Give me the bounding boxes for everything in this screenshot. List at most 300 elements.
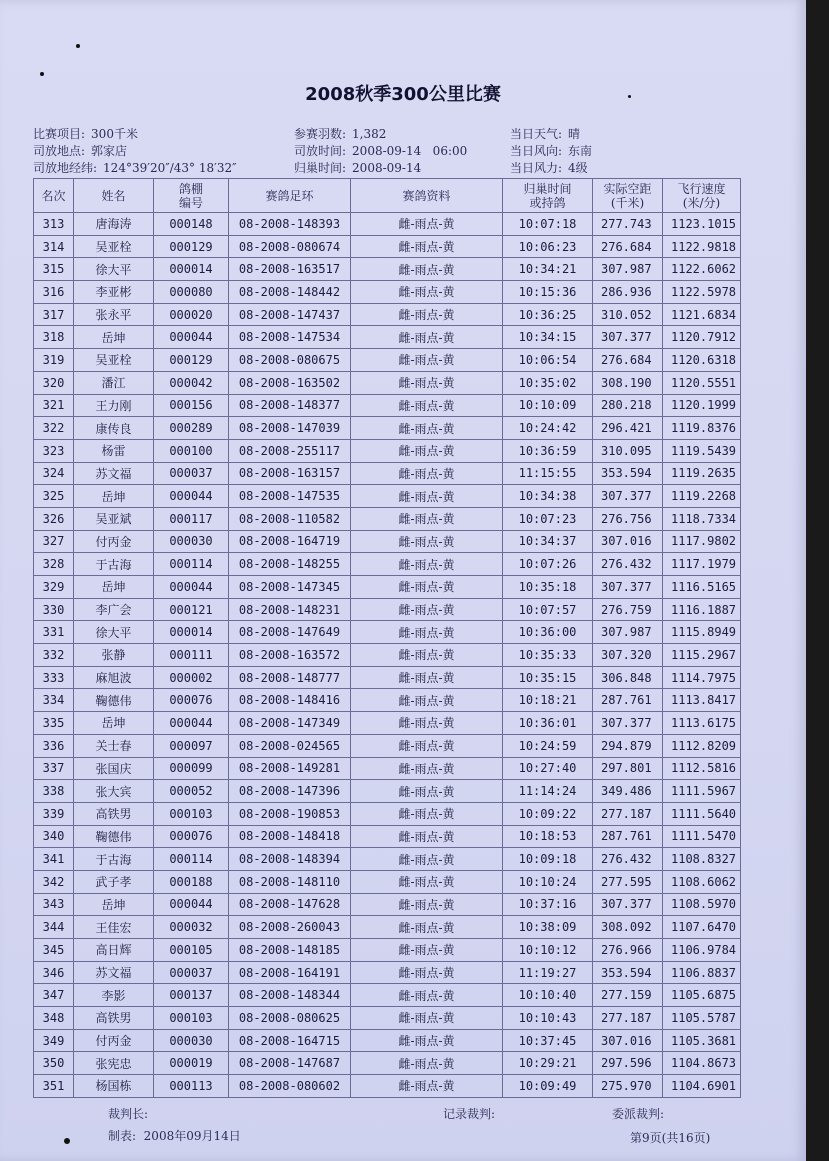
cell-arrival: 10:18:21 — [503, 689, 593, 712]
cell-rank: 335 — [34, 712, 74, 735]
cell-speed: 1122.9818 — [663, 235, 741, 258]
cell-speed: 1119.2635 — [663, 462, 741, 485]
meta-event — [33, 125, 138, 142]
meta-release-time — [294, 142, 467, 159]
cell-rank: 316 — [34, 281, 74, 304]
table-row — [34, 644, 741, 667]
cell-name: 麻旭波 — [74, 666, 154, 689]
table-row — [34, 417, 741, 440]
cell-distance: 280.218 — [593, 394, 663, 417]
cell-arrival: 10:15:36 — [503, 281, 593, 304]
cell-bird-info: 雌-雨点-黄 — [351, 258, 503, 281]
cell-ring: 08-2008-148777 — [229, 666, 351, 689]
cell-distance: 287.761 — [593, 825, 663, 848]
cell-speed: 1106.8837 — [663, 961, 741, 984]
cell-name: 李亚彬 — [74, 281, 154, 304]
cell-speed: 1105.3681 — [663, 1029, 741, 1052]
footer-chief-judge: 裁判长: — [108, 1107, 149, 1121]
cell-distance: 308.092 — [593, 916, 663, 939]
cell-loft-id: 000103 — [154, 1007, 229, 1030]
cell-distance: 307.377 — [593, 326, 663, 349]
cell-loft-id: 000002 — [154, 666, 229, 689]
cell-arrival: 10:36:59 — [503, 439, 593, 462]
cell-rank: 351 — [34, 1075, 74, 1098]
header-loft-id: 鸽棚 编号 — [154, 179, 229, 213]
cell-loft-id: 000032 — [154, 916, 229, 939]
cell-rank: 318 — [34, 326, 74, 349]
cell-rank: 336 — [34, 734, 74, 757]
cell-ring: 08-2008-080675 — [229, 349, 351, 372]
cell-loft-id: 000076 — [154, 825, 229, 848]
cell-distance: 307.016 — [593, 530, 663, 553]
cell-arrival: 10:35:18 — [503, 576, 593, 599]
cell-rank: 323 — [34, 439, 74, 462]
cell-rank: 333 — [34, 666, 74, 689]
cell-ring: 08-2008-148394 — [229, 848, 351, 871]
cell-rank: 328 — [34, 553, 74, 576]
cell-bird-info: 雌-雨点-黄 — [351, 485, 503, 508]
cell-ring: 08-2008-147649 — [229, 621, 351, 644]
cell-rank: 331 — [34, 621, 74, 644]
cell-distance: 275.970 — [593, 1075, 663, 1098]
cell-loft-id: 000052 — [154, 780, 229, 803]
header-bird-info: 赛鸽资料 — [351, 179, 503, 213]
cell-speed: 1116.1887 — [663, 598, 741, 621]
cell-loft-id: 000044 — [154, 485, 229, 508]
table-row — [34, 485, 741, 508]
cell-arrival: 10:37:45 — [503, 1029, 593, 1052]
cell-distance: 276.966 — [593, 939, 663, 962]
cell-loft-id: 000137 — [154, 984, 229, 1007]
cell-loft-id: 000044 — [154, 893, 229, 916]
cell-ring: 08-2008-148110 — [229, 870, 351, 893]
meta-coords-value: 124°39′20″/43° 18′32″ — [103, 161, 237, 175]
table-row — [34, 213, 741, 236]
cell-loft-id: 000111 — [154, 644, 229, 667]
table-row — [34, 1075, 741, 1098]
cell-speed: 1119.8376 — [663, 417, 741, 440]
cell-speed: 1105.5787 — [663, 1007, 741, 1030]
cell-ring: 08-2008-148393 — [229, 213, 351, 236]
cell-name: 李广会 — [74, 598, 154, 621]
table-row — [34, 802, 741, 825]
cell-loft-id: 000014 — [154, 621, 229, 644]
cell-bird-info: 雌-雨点-黄 — [351, 712, 503, 735]
cell-distance: 307.377 — [593, 485, 663, 508]
table-row — [34, 1029, 741, 1052]
table-row — [34, 371, 741, 394]
cell-ring: 08-2008-147349 — [229, 712, 351, 735]
cell-name: 李影 — [74, 984, 154, 1007]
cell-speed: 1108.8327 — [663, 848, 741, 871]
cell-arrival: 10:34:15 — [503, 326, 593, 349]
meta-release-site — [33, 142, 127, 159]
cell-rank: 329 — [34, 576, 74, 599]
cell-name: 张静 — [74, 644, 154, 667]
cell-bird-info: 雌-雨点-黄 — [351, 984, 503, 1007]
cell-bird-info: 雌-雨点-黄 — [351, 213, 503, 236]
cell-distance: 353.594 — [593, 961, 663, 984]
cell-name: 苏文福 — [74, 961, 154, 984]
header-arrival: 归巢时间 或持鸽 — [503, 179, 593, 213]
cell-bird-info: 雌-雨点-黄 — [351, 621, 503, 644]
cell-ring: 08-2008-147534 — [229, 326, 351, 349]
cell-name: 徐大平 — [74, 258, 154, 281]
cell-distance: 276.684 — [593, 235, 663, 258]
cell-name: 岳坤 — [74, 576, 154, 599]
cell-ring: 08-2008-080625 — [229, 1007, 351, 1030]
cell-arrival: 10:36:01 — [503, 712, 593, 735]
cell-bird-info: 雌-雨点-黄 — [351, 825, 503, 848]
cell-speed: 1113.6175 — [663, 712, 741, 735]
cell-speed: 1104.8673 — [663, 1052, 741, 1075]
cell-distance: 277.159 — [593, 984, 663, 1007]
cell-name: 杨雷 — [74, 439, 154, 462]
cell-bird-info: 雌-雨点-黄 — [351, 1052, 503, 1075]
cell-speed: 1108.5970 — [663, 893, 741, 916]
cell-rank: 339 — [34, 802, 74, 825]
cell-rank: 350 — [34, 1052, 74, 1075]
cell-bird-info: 雌-雨点-黄 — [351, 757, 503, 780]
cell-loft-id: 000020 — [154, 303, 229, 326]
cell-name: 付丙金 — [74, 1029, 154, 1052]
cell-ring: 08-2008-148344 — [229, 984, 351, 1007]
cell-ring: 08-2008-190853 — [229, 802, 351, 825]
cell-arrival: 10:34:37 — [503, 530, 593, 553]
cell-loft-id: 000076 — [154, 689, 229, 712]
cell-name: 于古海 — [74, 553, 154, 576]
cell-distance: 286.936 — [593, 281, 663, 304]
cell-rank: 338 — [34, 780, 74, 803]
cell-loft-id: 000014 — [154, 258, 229, 281]
cell-arrival: 10:38:09 — [503, 916, 593, 939]
cell-loft-id: 000114 — [154, 553, 229, 576]
footer-record-judge: 记录裁判: — [443, 1107, 496, 1121]
cell-speed: 1105.6875 — [663, 984, 741, 1007]
cell-bird-info: 雌-雨点-黄 — [351, 371, 503, 394]
cell-name: 吴亚栓 — [74, 349, 154, 372]
cell-arrival: 10:07:26 — [503, 553, 593, 576]
table-row — [34, 1052, 741, 1075]
cell-name: 岳坤 — [74, 893, 154, 916]
cell-loft-id: 000044 — [154, 712, 229, 735]
cell-name: 王佳宏 — [74, 916, 154, 939]
cell-rank: 334 — [34, 689, 74, 712]
cell-name: 唐海涛 — [74, 213, 154, 236]
table-header-row — [34, 179, 741, 213]
cell-name: 高日辉 — [74, 939, 154, 962]
cell-bird-info: 雌-雨点-黄 — [351, 326, 503, 349]
meta-entries-value: 1,382 — [352, 127, 387, 141]
cell-bird-info: 雌-雨点-黄 — [351, 281, 503, 304]
cell-distance: 296.421 — [593, 417, 663, 440]
meta-release-site-label: 司放地点: — [33, 144, 86, 158]
cell-ring: 08-2008-148377 — [229, 394, 351, 417]
table-row — [34, 394, 741, 417]
cell-speed: 1112.8209 — [663, 734, 741, 757]
meta-wind-force-label: 当日风力: — [510, 161, 563, 175]
cell-distance: 297.596 — [593, 1052, 663, 1075]
cell-speed: 1114.7975 — [663, 666, 741, 689]
cell-name: 张永平 — [74, 303, 154, 326]
header-distance: 实际空距 (千米) — [593, 179, 663, 213]
meta-release-time-label: 司放时间: — [294, 144, 347, 158]
cell-rank: 348 — [34, 1007, 74, 1030]
cell-ring: 08-2008-148418 — [229, 825, 351, 848]
cell-loft-id: 000019 — [154, 1052, 229, 1075]
cell-name: 岳坤 — [74, 326, 154, 349]
cell-name: 王力刚 — [74, 394, 154, 417]
cell-arrival: 10:07:18 — [503, 213, 593, 236]
cell-name: 高铁男 — [74, 1007, 154, 1030]
cell-bird-info: 雌-雨点-黄 — [351, 1029, 503, 1052]
cell-arrival: 11:15:55 — [503, 462, 593, 485]
cell-loft-id: 000148 — [154, 213, 229, 236]
cell-distance: 287.761 — [593, 689, 663, 712]
cell-arrival: 10:10:43 — [503, 1007, 593, 1030]
table-row — [34, 303, 741, 326]
cell-arrival: 10:37:16 — [503, 893, 593, 916]
cell-bird-info: 雌-雨点-黄 — [351, 848, 503, 871]
cell-distance: 297.801 — [593, 757, 663, 780]
cell-distance: 277.595 — [593, 870, 663, 893]
cell-speed: 1123.1015 — [663, 213, 741, 236]
cell-name: 苏文福 — [74, 462, 154, 485]
cell-ring: 08-2008-147535 — [229, 485, 351, 508]
table-row — [34, 825, 741, 848]
cell-ring: 08-2008-147437 — [229, 303, 351, 326]
table-row — [34, 712, 741, 735]
cell-name: 武子孝 — [74, 870, 154, 893]
scan-speck — [76, 44, 80, 48]
cell-name: 徐大平 — [74, 621, 154, 644]
meta-entries-label: 参赛羽数: — [294, 127, 347, 141]
cell-name: 岳坤 — [74, 712, 154, 735]
cell-ring: 08-2008-024565 — [229, 734, 351, 757]
table-row — [34, 893, 741, 916]
cell-loft-id: 000289 — [154, 417, 229, 440]
table-row — [34, 462, 741, 485]
cell-rank: 349 — [34, 1029, 74, 1052]
cell-rank: 320 — [34, 371, 74, 394]
cell-bird-info: 雌-雨点-黄 — [351, 689, 503, 712]
table-row — [34, 349, 741, 372]
cell-distance: 307.377 — [593, 576, 663, 599]
cell-distance: 277.187 — [593, 802, 663, 825]
header-ring: 赛鸽足环 — [229, 179, 351, 213]
cell-rank: 346 — [34, 961, 74, 984]
footer-page-number: 第9页(共16页) — [630, 1131, 711, 1145]
cell-rank: 326 — [34, 507, 74, 530]
meta-entries — [294, 125, 386, 142]
cell-arrival: 10:10:24 — [503, 870, 593, 893]
table-row — [34, 848, 741, 871]
cell-distance: 308.190 — [593, 371, 663, 394]
cell-ring: 08-2008-080602 — [229, 1075, 351, 1098]
cell-ring: 08-2008-147687 — [229, 1052, 351, 1075]
cell-ring: 08-2008-164719 — [229, 530, 351, 553]
cell-loft-id: 000114 — [154, 848, 229, 871]
table-row — [34, 984, 741, 1007]
cell-speed: 1118.7334 — [663, 507, 741, 530]
cell-rank: 342 — [34, 870, 74, 893]
cell-ring: 08-2008-147396 — [229, 780, 351, 803]
cell-rank: 317 — [34, 303, 74, 326]
cell-arrival: 10:09:49 — [503, 1075, 593, 1098]
cell-name: 潘江 — [74, 371, 154, 394]
cell-arrival: 10:27:40 — [503, 757, 593, 780]
cell-loft-id: 000113 — [154, 1075, 229, 1098]
table-row — [34, 757, 741, 780]
table-row — [34, 439, 741, 462]
cell-arrival: 10:29:21 — [503, 1052, 593, 1075]
meta-wind-dir-label: 当日风向: — [510, 144, 563, 158]
cell-speed: 1117.1979 — [663, 553, 741, 576]
cell-ring: 08-2008-148231 — [229, 598, 351, 621]
cell-rank: 322 — [34, 417, 74, 440]
cell-name: 张大宾 — [74, 780, 154, 803]
cell-ring: 08-2008-148416 — [229, 689, 351, 712]
cell-rank: 340 — [34, 825, 74, 848]
scan-speck — [40, 72, 44, 76]
cell-ring: 08-2008-148185 — [229, 939, 351, 962]
cell-ring: 08-2008-163572 — [229, 644, 351, 667]
cell-distance: 307.377 — [593, 712, 663, 735]
scan-speck — [64, 1138, 70, 1144]
cell-ring: 08-2008-110582 — [229, 507, 351, 530]
cell-name: 高铁男 — [74, 802, 154, 825]
cell-arrival: 10:09:22 — [503, 802, 593, 825]
cell-name: 吴亚栓 — [74, 235, 154, 258]
cell-rank: 341 — [34, 848, 74, 871]
cell-ring: 08-2008-163517 — [229, 258, 351, 281]
cell-distance: 310.052 — [593, 303, 663, 326]
cell-rank: 327 — [34, 530, 74, 553]
cell-loft-id: 000044 — [154, 326, 229, 349]
cell-arrival: 10:36:00 — [503, 621, 593, 644]
cell-distance: 307.320 — [593, 644, 663, 667]
cell-bird-info: 雌-雨点-黄 — [351, 644, 503, 667]
cell-loft-id: 000129 — [154, 349, 229, 372]
cell-speed: 1108.6062 — [663, 870, 741, 893]
cell-distance: 307.987 — [593, 258, 663, 281]
meta-wind-force — [510, 159, 588, 176]
cell-bird-info: 雌-雨点-黄 — [351, 870, 503, 893]
cell-distance: 276.432 — [593, 553, 663, 576]
cell-loft-id: 000117 — [154, 507, 229, 530]
cell-speed: 1113.8417 — [663, 689, 741, 712]
table-row — [34, 530, 741, 553]
cell-loft-id: 000103 — [154, 802, 229, 825]
cell-loft-id: 000037 — [154, 961, 229, 984]
cell-arrival: 10:06:23 — [503, 235, 593, 258]
meta-wind-dir-value: 东南 — [568, 144, 593, 158]
cell-speed: 1112.5816 — [663, 757, 741, 780]
cell-loft-id: 000042 — [154, 371, 229, 394]
cell-ring: 08-2008-080674 — [229, 235, 351, 258]
cell-bird-info: 雌-雨点-黄 — [351, 576, 503, 599]
table-row — [34, 734, 741, 757]
meta-return-time — [294, 159, 421, 176]
cell-rank: 347 — [34, 984, 74, 1007]
cell-bird-info: 雌-雨点-黄 — [351, 961, 503, 984]
cell-rank: 314 — [34, 235, 74, 258]
cell-speed: 1119.5439 — [663, 439, 741, 462]
cell-arrival: 11:14:24 — [503, 780, 593, 803]
cell-arrival: 10:09:18 — [503, 848, 593, 871]
cell-arrival: 10:24:59 — [503, 734, 593, 757]
cell-speed: 1120.5551 — [663, 371, 741, 394]
cell-arrival: 10:10:12 — [503, 939, 593, 962]
cell-ring: 08-2008-164191 — [229, 961, 351, 984]
cell-speed: 1122.5978 — [663, 281, 741, 304]
cell-distance: 307.987 — [593, 621, 663, 644]
cell-bird-info: 雌-雨点-黄 — [351, 893, 503, 916]
cell-loft-id: 000097 — [154, 734, 229, 757]
cell-speed: 1120.7912 — [663, 326, 741, 349]
cell-distance: 306.848 — [593, 666, 663, 689]
cell-bird-info: 雌-雨点-黄 — [351, 553, 503, 576]
cell-speed: 1120.1999 — [663, 394, 741, 417]
cell-speed: 1111.5640 — [663, 802, 741, 825]
cell-distance: 276.759 — [593, 598, 663, 621]
cell-rank: 332 — [34, 644, 74, 667]
cell-arrival: 10:18:53 — [503, 825, 593, 848]
table-row — [34, 939, 741, 962]
cell-ring: 08-2008-163157 — [229, 462, 351, 485]
cell-speed: 1120.6318 — [663, 349, 741, 372]
meta-release-site-value: 郭家店 — [91, 144, 128, 158]
footer-assigned-judge: 委派裁判: — [612, 1107, 665, 1121]
cell-loft-id: 000188 — [154, 870, 229, 893]
table-row — [34, 780, 741, 803]
cell-rank: 344 — [34, 916, 74, 939]
meta-wind-dir — [510, 142, 592, 159]
cell-bird-info: 雌-雨点-黄 — [351, 1075, 503, 1098]
table-row — [34, 621, 741, 644]
cell-bird-info: 雌-雨点-黄 — [351, 507, 503, 530]
meta-coords-label: 司放地经纬: — [33, 161, 98, 175]
table-body — [34, 213, 741, 1098]
cell-ring: 08-2008-148442 — [229, 281, 351, 304]
cell-bird-info: 雌-雨点-黄 — [351, 462, 503, 485]
cell-arrival: 10:35:33 — [503, 644, 593, 667]
cell-speed: 1121.6834 — [663, 303, 741, 326]
header-speed: 飞行速度 (米/分) — [663, 179, 741, 213]
header-name: 姓名 — [74, 179, 154, 213]
cell-arrival: 10:34:21 — [503, 258, 593, 281]
cell-ring: 08-2008-164715 — [229, 1029, 351, 1052]
cell-arrival: 10:24:42 — [503, 417, 593, 440]
cell-name: 康传良 — [74, 417, 154, 440]
meta-return-time-value: 2008-09-14 — [352, 161, 422, 175]
cell-rank: 325 — [34, 485, 74, 508]
cell-bird-info: 雌-雨点-黄 — [351, 598, 503, 621]
cell-loft-id: 000099 — [154, 757, 229, 780]
cell-distance: 277.187 — [593, 1007, 663, 1030]
cell-bird-info: 雌-雨点-黄 — [351, 916, 503, 939]
cell-loft-id: 000044 — [154, 576, 229, 599]
table-row — [34, 666, 741, 689]
cell-bird-info: 雌-雨点-黄 — [351, 734, 503, 757]
cell-arrival: 10:07:23 — [503, 507, 593, 530]
cell-speed: 1115.8949 — [663, 621, 741, 644]
cell-loft-id: 000030 — [154, 1029, 229, 1052]
cell-name: 杨国栋 — [74, 1075, 154, 1098]
cell-rank: 337 — [34, 757, 74, 780]
cell-bird-info: 雌-雨点-黄 — [351, 417, 503, 440]
cell-loft-id: 000080 — [154, 281, 229, 304]
